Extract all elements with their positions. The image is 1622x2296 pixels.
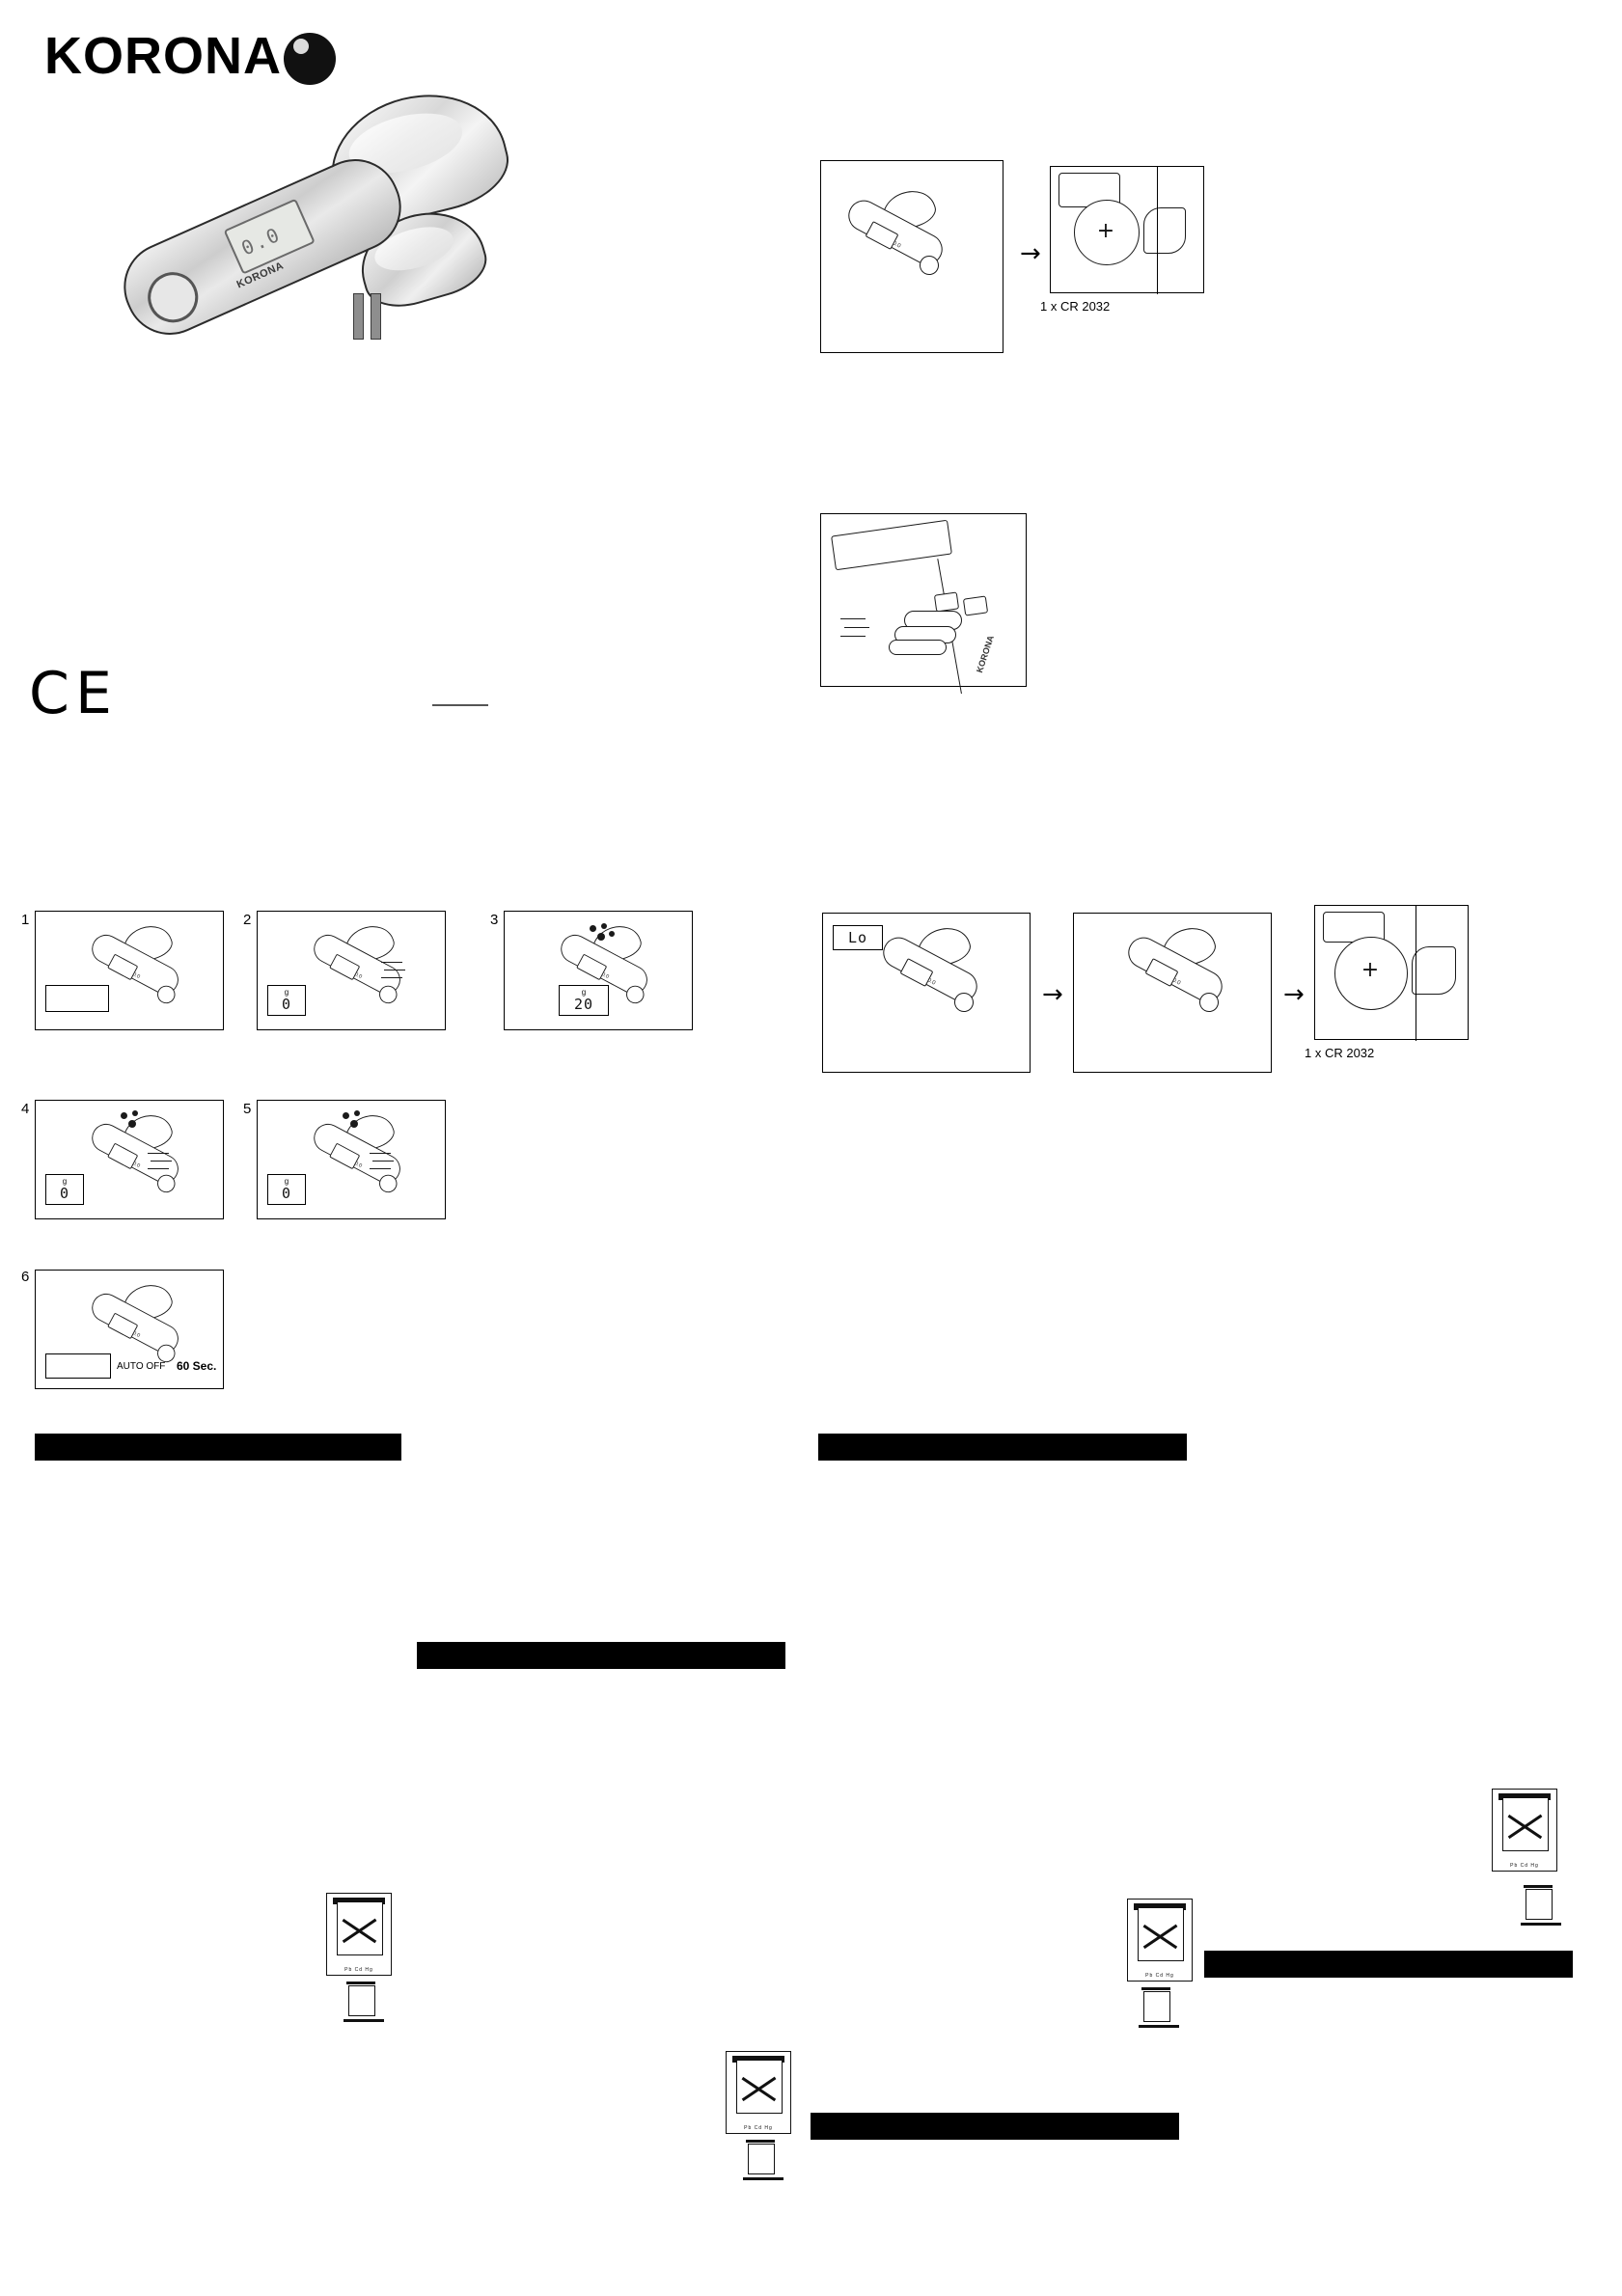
ingredient-icon (339, 1110, 377, 1132)
auto-off-seconds: 60 Sec. (177, 1359, 217, 1373)
battery-type-label-replace: 1 x CR 2032 (1305, 1046, 1375, 1060)
button-tare[interactable] (963, 595, 988, 615)
brand-logo (44, 27, 334, 95)
step-4-display-value: 0 (59, 1185, 70, 1202)
section-bar-left-top (35, 1434, 401, 1461)
battery-replace-step-1 (822, 913, 1031, 1073)
ingredient-icon (586, 923, 624, 944)
ce-mark (29, 660, 135, 727)
handle-mini-label: 0.0 (600, 971, 610, 980)
step-4-illustration (35, 1100, 224, 1219)
step-4-display-unit: g (62, 1177, 68, 1186)
step-number-6: 6 (21, 1269, 30, 1285)
step-number-2: 2 (243, 912, 252, 928)
battery-install-illustration (820, 160, 1003, 353)
battery-cover-icon (1143, 207, 1186, 254)
weee-bin-icon (1127, 1899, 1193, 1982)
battery-plus-icon: + (1361, 958, 1380, 982)
battery-compartment-illustration (1050, 166, 1204, 293)
weee-chem-label: Pb Cd Hg (1145, 1973, 1174, 1980)
motion-lines-icon (840, 618, 879, 647)
handle-brand-label: KORONA (975, 634, 996, 674)
weee-chem-label: Pb Cd Hg (744, 2125, 773, 2132)
weee-chem-label: Pb Cd Hg (1510, 1863, 1539, 1870)
step-3-illustration (504, 911, 693, 1030)
step-5-illustration (257, 1100, 446, 1219)
step-number-4: 4 (21, 1101, 30, 1117)
motion-lines-icon (381, 962, 420, 987)
weee-bin-icon (1492, 1789, 1557, 1872)
weee-bin-icon (726, 2051, 791, 2134)
section-bar-center (417, 1642, 785, 1669)
step-3-display-value: 20 (573, 996, 594, 1013)
weee-bin-small-icon (743, 2138, 784, 2180)
section-bar-center-lower (811, 2113, 1179, 2140)
arrow-right-icon: → (1283, 980, 1305, 1009)
low-battery-value: Lo (847, 929, 868, 946)
product-photo (106, 87, 560, 492)
step-2-display-value: 0 (281, 996, 292, 1013)
section-bar-right-top (818, 1434, 1187, 1461)
low-battery-display (833, 925, 883, 950)
hand-press-icon (877, 607, 954, 665)
arrow-right-icon: → (1020, 239, 1041, 268)
product-lcd (224, 199, 316, 275)
weee-bin-small-icon (344, 1980, 384, 2022)
battery-replace-step-2 (1073, 913, 1272, 1073)
arrow-right-icon: → (1042, 980, 1063, 1009)
display-icon (831, 520, 952, 571)
handle-hole-icon (140, 264, 206, 331)
handle-brand-label: KORONA (234, 260, 286, 291)
weee-bin-icon (326, 1893, 392, 1976)
battery-plus-icon: + (1096, 219, 1115, 243)
weee-bin-small-icon (1139, 1985, 1179, 2028)
korona-dot-icon (284, 33, 336, 85)
handle-mini-label: 0.0 (131, 1330, 141, 1339)
step-6-illustration (35, 1270, 224, 1389)
divider-line (432, 704, 488, 706)
weee-chem-label: Pb Cd Hg (344, 1967, 373, 1974)
product-lcd-value: 0.0 (237, 222, 285, 260)
step-3-display (559, 985, 609, 1016)
handle-mini-label: 0.0 (131, 1161, 141, 1169)
step-5-display-value: 0 (281, 1185, 292, 1202)
step-4-display (45, 1174, 84, 1205)
spoon-connector-icon (353, 293, 386, 338)
handle-mini-label: 0.0 (353, 971, 363, 980)
handle-mini-label: 0.0 (131, 971, 141, 980)
auto-off-label: AUTO OFF (117, 1361, 166, 1372)
step-5-display-unit: g (284, 1177, 289, 1186)
ce-mark-e: E (75, 660, 112, 727)
handle-mini-label: 0.0 (892, 240, 902, 250)
step-6-display (45, 1353, 111, 1379)
handle-mini-label: 0.0 (1171, 977, 1182, 987)
step-5-display (267, 1174, 306, 1205)
step-3-display-unit: g (581, 988, 587, 997)
battery-type-label: 1 x CR 2032 (1040, 299, 1111, 314)
step-2-display (267, 985, 306, 1016)
brand-name: KORONA (44, 27, 282, 85)
handle-mini-label: 0.0 (926, 977, 937, 987)
step-2-display-unit: g (284, 988, 289, 997)
motion-lines-icon (370, 1153, 408, 1178)
ce-mark-c: C (29, 660, 69, 727)
section-bar-right-lower (1204, 1951, 1573, 1978)
step-number-3: 3 (490, 912, 499, 928)
button-press-illustration (820, 513, 1027, 687)
step-2-illustration (257, 911, 446, 1030)
battery-replace-compartment (1314, 905, 1469, 1040)
step-1-display (45, 985, 109, 1012)
step-number-5: 5 (243, 1101, 252, 1117)
step-1-illustration (35, 911, 224, 1030)
ingredient-icon (117, 1110, 155, 1132)
battery-cover-icon (1412, 946, 1456, 995)
motion-lines-icon (148, 1153, 186, 1178)
handle-mini-label: 0.0 (353, 1161, 363, 1169)
step-number-1: 1 (21, 912, 30, 928)
divider-vertical (1157, 167, 1158, 294)
weee-bin-small-icon (1521, 1883, 1561, 1926)
